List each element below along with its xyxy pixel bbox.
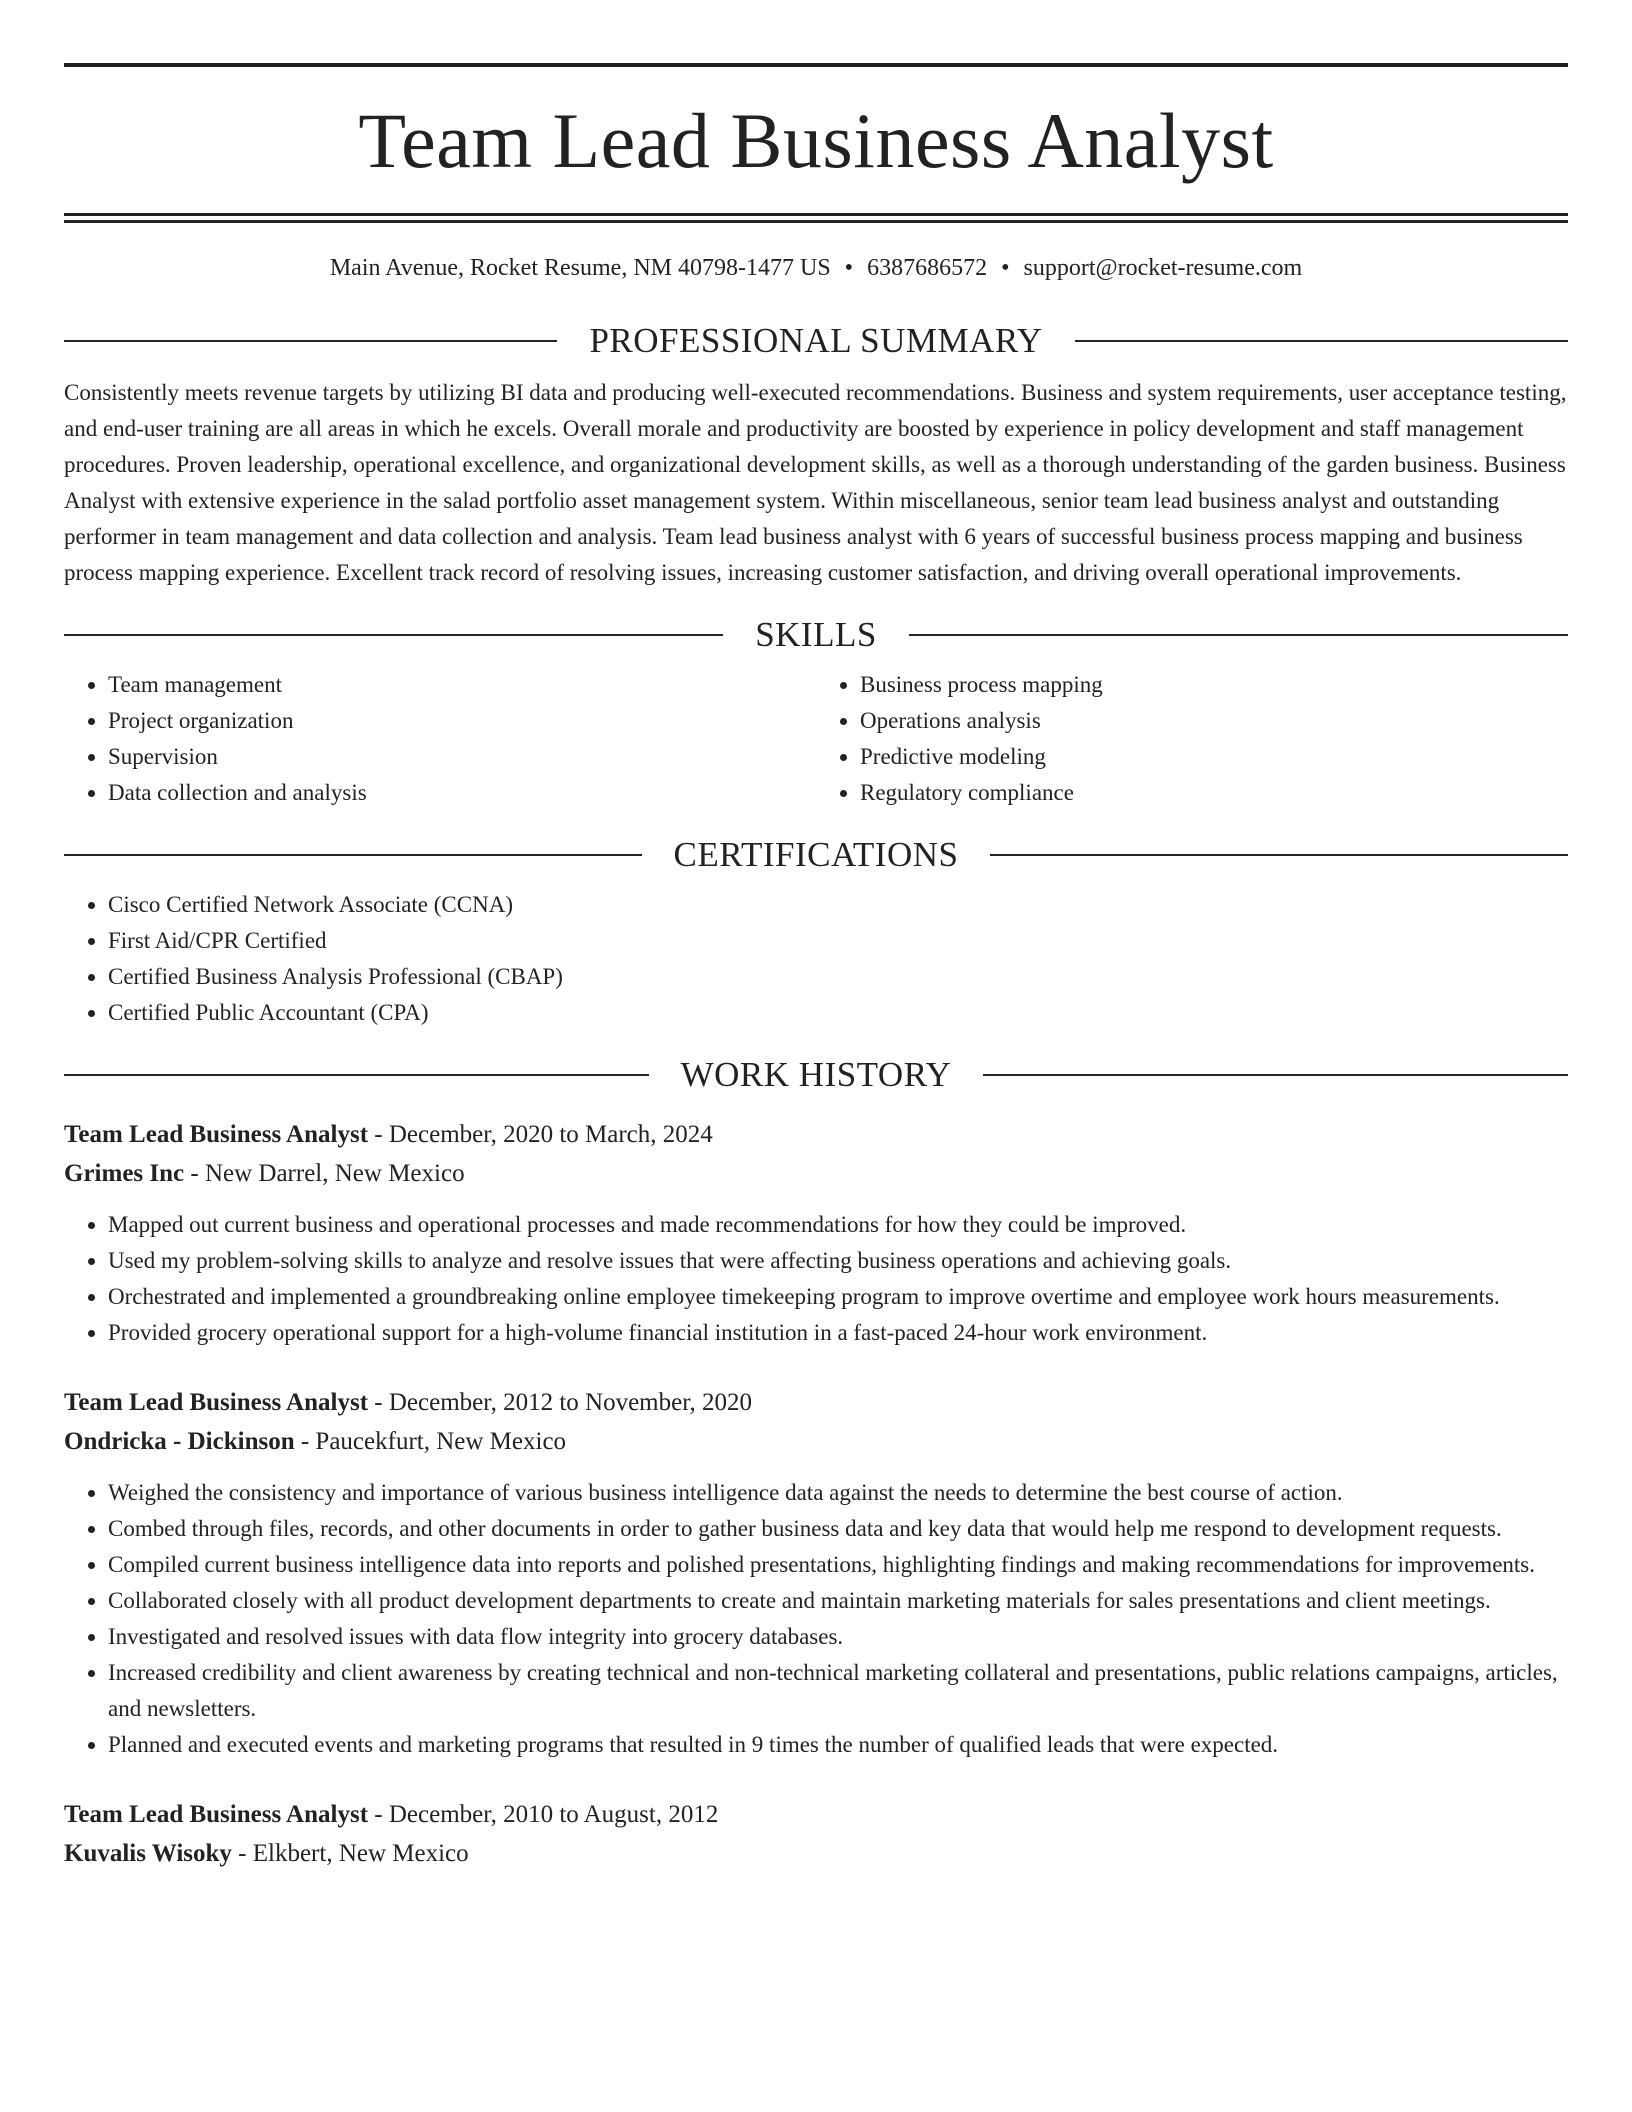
certification-item: • Certified Business Analysis Professional (CBAP) [108,959,1568,995]
skills-list-right [816,667,1568,811]
skill-item: • Data collection and analysis [108,775,816,811]
job-location: - Paucekfurt, New Mexico [294,1428,567,1455]
skill-item: • Business process mapping [860,667,1568,703]
job-title-line [64,1115,1568,1154]
job-bullet: • Orchestrated and implemented a groundbreaking online employee timekeeping program to improve overtime and employee work hours measurements. [108,1279,1568,1315]
section-rule-right [983,1074,1568,1076]
contact-line [64,253,1568,283]
job-location: - Elkbert, New Mexico [231,1840,469,1867]
section-rule-right [990,854,1568,856]
job-bullet: • Compiled current business intelligence data into reports and polished presentations, highlighting findings and making recommendations for improvements. [108,1547,1568,1583]
job-dates: - December, 2012 to November, 2020 [368,1389,753,1416]
certification-item: • Certified Public Accountant (CPA) [108,995,1568,1031]
contact-separator: • [844,255,854,281]
job-bullet: • Mapped out current business and operational processes and made recommendations for how they could be improved. [108,1207,1568,1243]
job-title-line [64,1795,1568,1834]
job-bullet: • Weighed the consistency and importance of various business intelligence data against the needs to determine the best course of action. [108,1475,1568,1511]
certifications-list [64,887,1568,1031]
job-entry [64,1795,1568,1873]
contact-separator: • [1001,255,1010,281]
section-header-certifications [64,833,1568,877]
job-bullets [64,1207,1568,1351]
job-entry [64,1115,1568,1351]
job-title: Team Lead Business Analyst [64,1389,369,1416]
skill-item: • Supervision [108,739,816,775]
section-title: SKILLS [755,615,877,654]
skills-columns [64,657,1568,811]
skill-item: • Predictive modeling [860,739,1568,775]
job-bullet: • Provided grocery operational support for a high-volume financial institution in a fast-paced 24-hour work environment. [108,1315,1568,1351]
job-bullet: • Planned and executed events and marketing programs that resulted in 9 times the number of qualified leads that were expected. [108,1727,1568,1763]
certification-item: • Cisco Certified Network Associate (CCNA) [108,887,1568,923]
job-title: Team Lead Business Analyst [64,1801,369,1828]
job-dates: - December, 2010 to August, 2012 [368,1801,719,1828]
summary-text: Consistently meets revenue targets by utilizing BI data and producing well-executed recommendations. Business and system requirements, user acceptance testing, and end-user training are all areas in which he excels. Overall morale and productivity are boosted by experience in policy development and staff management procedures. Proven leadership, operational excellence, and organizational development skills, as well as a thorough understanding of the garden business. Business Analyst with extensive experience in the salad portfolio asset management system. Within miscellaneous, senior team lead business analyst and outstanding performer in team management and data collection and analysis. Team lead business analyst with 6 years of successful business process mapping and business process mapping experience. Excellent track record of resolving issues, increasing customer satisfaction, and driving overall operational improvements. [64,380,1567,585]
section-header-work-history [64,1053,1568,1097]
job-entry [64,1383,1568,1763]
skill-item: • Project organization [108,703,816,739]
job-bullet: • Combed through files, records, and other documents in order to gather business data and key data that would help me respond to development requests. [108,1511,1568,1547]
job-bullet: • Collaborated closely with all product development departments to create and maintain marketing materials for sales presentations and client meetings. [108,1583,1568,1619]
certification-item: • First Aid/CPR Certified [108,923,1568,959]
resume-name: Team Lead Business Analyst [358,97,1274,184]
section-title: PROFESSIONAL SUMMARY [589,321,1043,360]
job-title-line [64,1383,1568,1422]
section-title: WORK HISTORY [680,1055,952,1094]
resume-page [64,0,1568,1873]
header-double-rule [64,213,1568,223]
job-bullet: • Investigated and resolved issues with data flow integrity into grocery databases. [108,1619,1568,1655]
job-company: Grimes Inc [64,1160,185,1187]
skill-item: • Regulatory compliance [860,775,1568,811]
section-rule-left [64,1074,649,1076]
section-header-skills [64,613,1568,657]
header-top-rule [64,63,1568,67]
skill-item: • Team management [108,667,816,703]
job-company-line [64,1834,1568,1873]
section-rule-right [909,634,1568,636]
section-title: CERTIFICATIONS [673,835,959,874]
job-company: Kuvalis Wisoky [64,1840,232,1867]
job-bullet: • Increased credibility and client awareness by creating technical and non-technical marketing collateral and presentations, public relations campaigns, articles, and newsletters. [108,1655,1568,1727]
skills-list-left [64,667,816,811]
job-company-line [64,1422,1568,1461]
contact-address: Main Avenue, Rocket Resume, NM 40798-1477 US [329,255,831,281]
job-location: - New Darrel, New Mexico [184,1160,465,1187]
section-rule-right [1075,340,1568,342]
section-rule-left [64,634,723,636]
job-bullets [64,1475,1568,1763]
skill-item: • Operations analysis [860,703,1568,739]
section-header-summary [64,319,1568,363]
section-rule-left [64,340,557,342]
job-company: Ondricka - Dickinson [64,1428,295,1455]
job-company-line [64,1154,1568,1193]
contact-email: support@rocket-resume.com [1023,255,1303,281]
job-dates: - December, 2020 to March, 2024 [368,1121,713,1148]
job-bullet: • Used my problem-solving skills to analyze and resolve issues that were affecting business operations and achieving goals. [108,1243,1568,1279]
job-title: Team Lead Business Analyst [64,1121,369,1148]
contact-phone: 6387686572 [867,255,988,281]
section-rule-left [64,854,642,856]
